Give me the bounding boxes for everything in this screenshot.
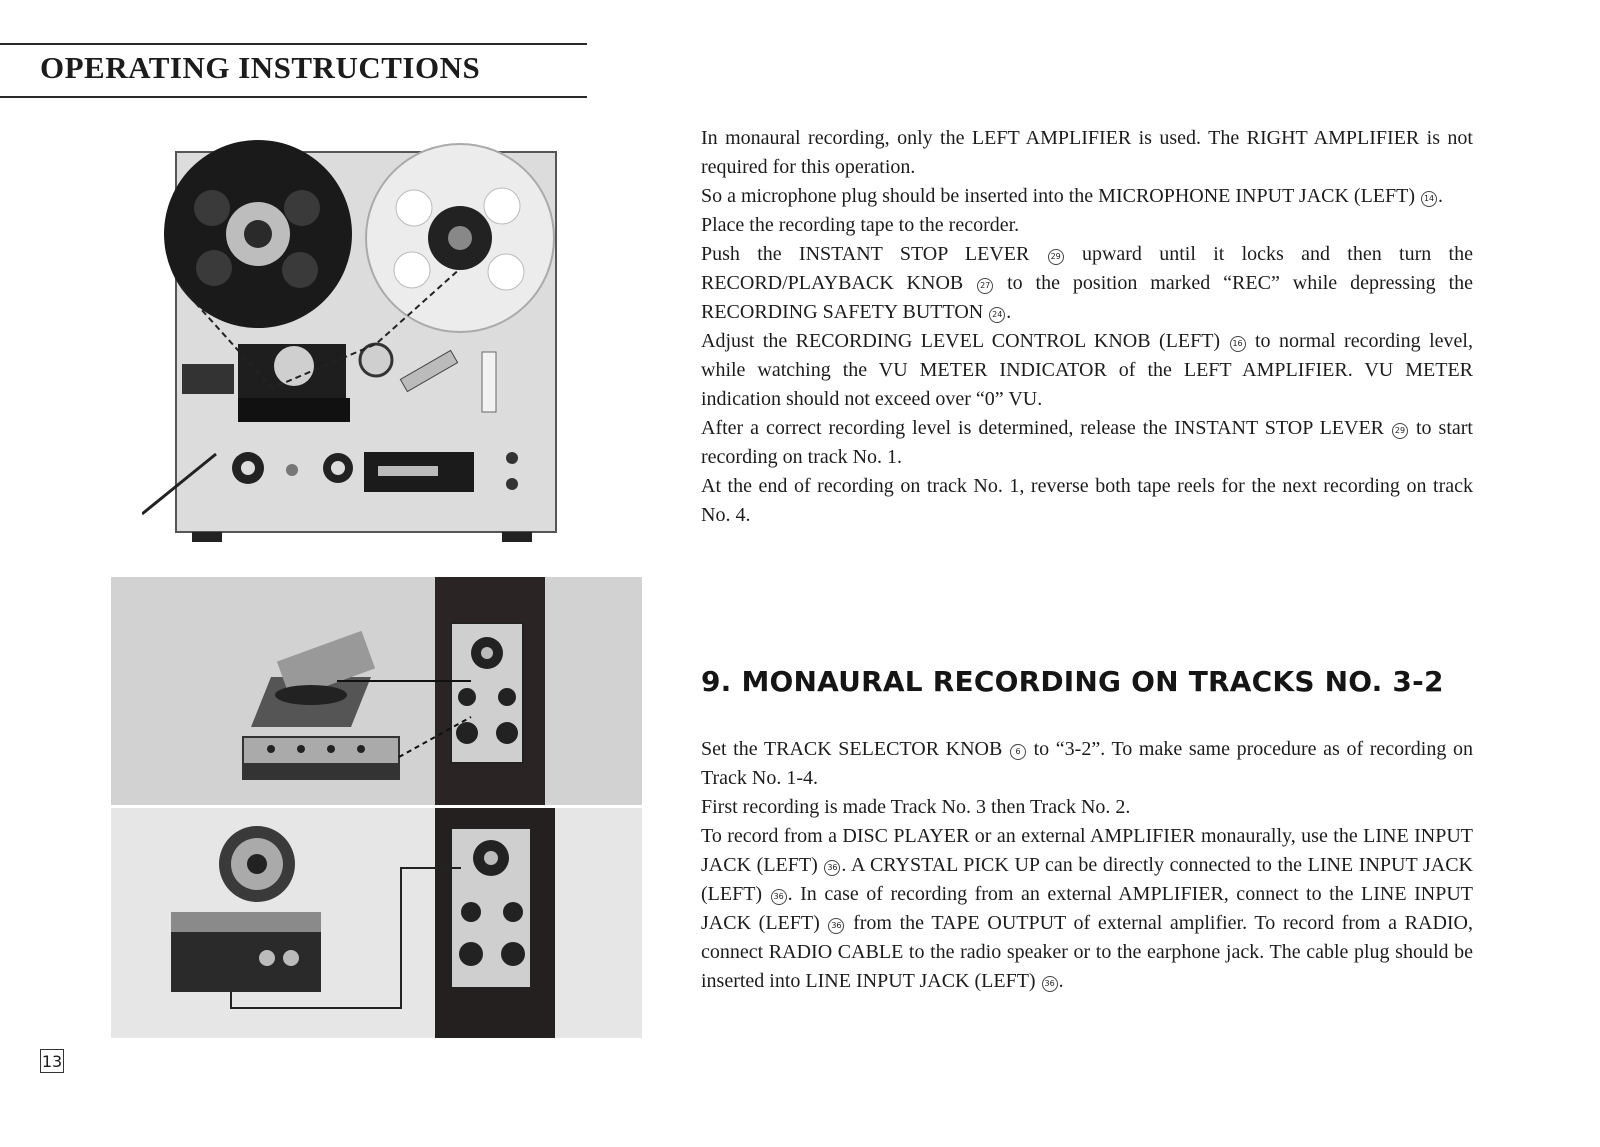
header-rule-top <box>0 43 587 45</box>
disc-player-photo <box>111 577 642 805</box>
section-text <box>701 735 1473 996</box>
paragraph: After a correct recording level is determined, release the INSTANT STOP LEVER 29 to start recording on track No. 1. <box>701 417 1473 468</box>
reference-number: 29 <box>1392 423 1408 439</box>
paragraph: In monaural recording, only the LEFT AMPLIFIER is used. The RIGHT AMPLIFIER is not required for this operation. <box>701 127 1473 178</box>
paragraph: To record from a DISC PLAYER or an external AMPLIFIER monaurally, use the LINE INPUT JACK (LEFT) 36 . A CRYSTAL PICK UP can be directly connected to the LINE INPUT JACK (LEFT) 36 . In case of recording from an external AMPLIFIER, connect to the LINE INPUT JACK (LEFT) 36 from the TAPE OUTPUT of external amplifier. To record from a RADIO, connect RADIO CABLE to the radio speaker or to the earphone jack. The cable plug should be inserted into LINE INPUT JACK (LEFT) 36 . <box>701 825 1474 992</box>
reference-number: 24 <box>989 307 1005 323</box>
header-rule-bottom <box>0 96 587 98</box>
reference-number: 16 <box>1230 336 1246 352</box>
reference-number: 29 <box>1048 249 1064 265</box>
paragraph: Push the INSTANT STOP LEVER 29 upward until it locks and then turn the RECORD/PLAYBACK KNOB 27 to the position marked “REC” while depressing the RECORDING SAFETY BUTTON 24 . <box>701 243 1473 323</box>
reference-number: 36 <box>824 860 840 876</box>
paragraph: First recording is made Track No. 3 then Track No. 2. <box>701 796 1131 818</box>
reference-number: 6 <box>1010 744 1026 760</box>
paragraph: Place the recording tape to the recorder. <box>701 214 1020 236</box>
tape-deck-photo <box>142 138 570 550</box>
reference-number: 36 <box>1042 976 1058 992</box>
reference-number: 14 <box>1421 191 1437 207</box>
paragraph: Set the TRACK SELECTOR KNOB 6 to “3-2”. To make same procedure as of recording on Track No. 1-4. <box>701 738 1473 789</box>
page-header-title: OPERATING INSTRUCTIONS <box>40 50 481 85</box>
reference-number: 27 <box>977 278 993 294</box>
reference-number: 36 <box>771 889 787 905</box>
intro-text <box>701 124 1473 530</box>
paragraph: So a microphone plug should be inserted into the MICROPHONE INPUT JACK (LEFT) 14 . <box>701 185 1444 207</box>
radio-photo <box>111 808 642 1038</box>
page-number: 13 <box>40 1049 64 1073</box>
paragraph: Adjust the RECORDING LEVEL CONTROL KNOB (LEFT) 16 to normal recording level, while watching the VU METER INDICATOR of the LEFT AMPLIFIER. VU METER indication should not exceed over “0” VU. <box>701 330 1473 410</box>
paragraph: At the end of recording on track No. 1, reverse both tape reels for the next recording on track No. 4. <box>701 475 1473 526</box>
reference-number: 36 <box>828 918 844 934</box>
section-heading: 9. MONAURAL RECORDING ON TRACKS NO. 3-2 <box>701 665 1444 698</box>
